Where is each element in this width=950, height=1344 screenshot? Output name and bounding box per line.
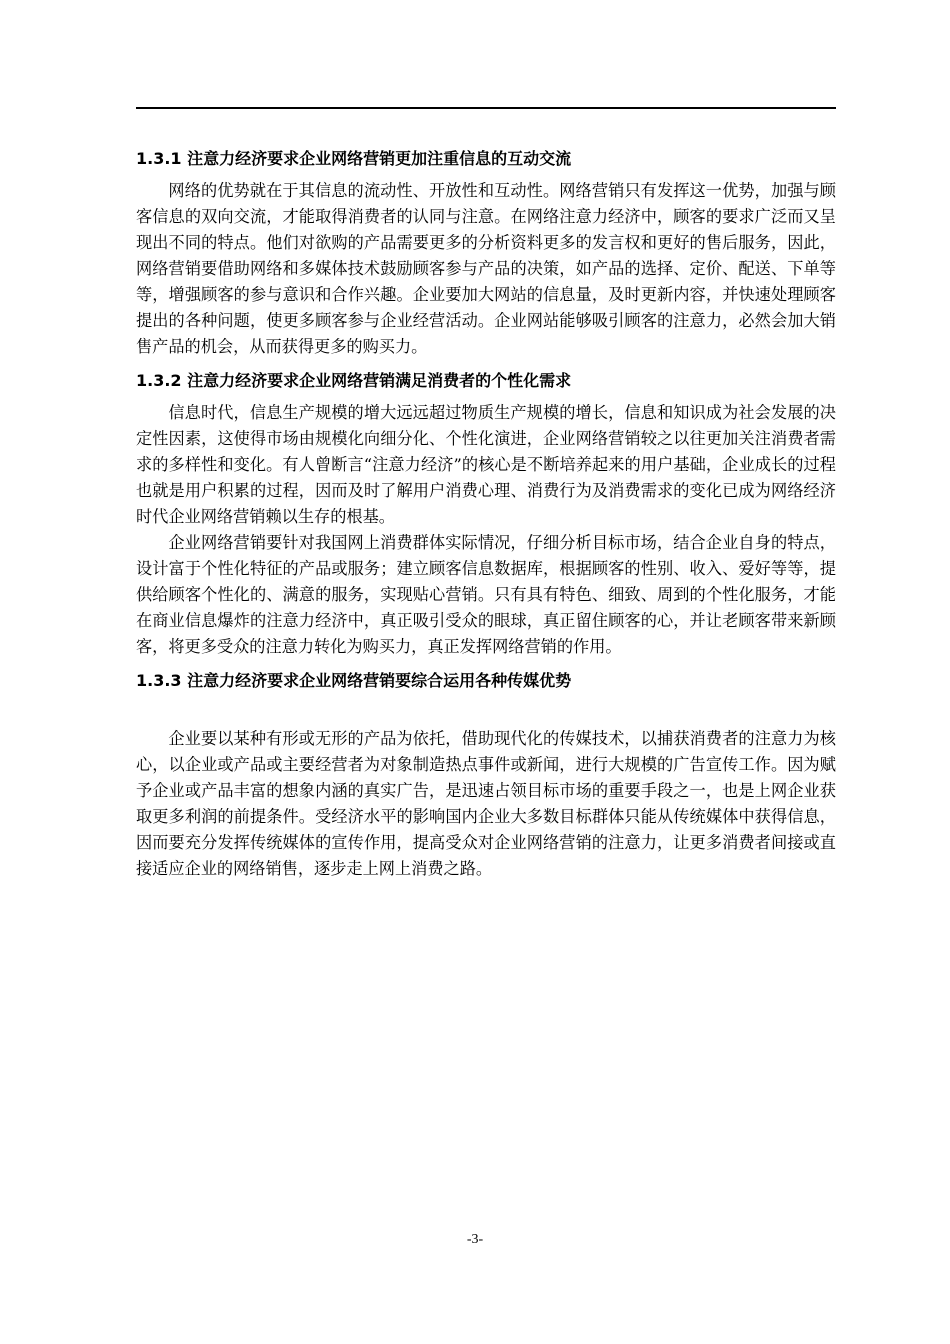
- section-1-3-2-paragraph-1: 信息时代，信息生产规模的增大远远超过物质生产规模的增长，信息和知识成为社会发展的决定性因素，这使得市场由规模化向细分化、个性化演进，企业网络营销较之以往更加关注消费者需求的多样性和变化。有人曾断言“注意力经济”的核心是不断培养起来的用户基础，企业成长的过程也就是用户积累的过程，因而及时了解用户消费心理、消费行为及消费需求的变化已成为网络经济时代企业网络营销赖以生存的根基。: [136, 403, 836, 526]
- blank-line: [136, 700, 836, 726]
- page-number: -3-: [466, 1232, 484, 1247]
- section-1-3-3-paragraph: 企业要以某种有形或无形的产品为依托，借助现代化的传媒技术，以捕获消费者的注意力为核心，以企业或产品或主要经营者为对象制造热点事件或新闻，进行大规模的广告宣传工作。因为赋予企业或产品丰富的想象内涵的真实广告，是迅速占领目标市场的重要手段之一，也是上网企业获取更多利润的前提条件。受经济水平的影响国内企业大多数目标群体只能从传统媒体中获得信息，因而要充分发挥传统媒体的宣传作用，提高受众对企业网络营销的注意力，让更多消费者间接或直接适应企业的网络销售，逐步走上网上消费之路。: [136, 729, 836, 878]
- section-1-3-2-paragraph-2: 企业网络营销要针对我国网上消费群体实际情况，仔细分析目标市场，结合企业自身的特点，设计富于个性化特征的产品或服务；建立顾客信息数据库，根据顾客的性别、收入、爱好等等，提供给顾客个性化的、满意的服务，实现贴心营销。只有具有特色、细致、周到的个性化服务，才能在商业信息爆炸的注意力经济中，真正吸引受众的眼球，真正留住顾客的心，并让老顾客带来新顾客，将更多受众的注意力转化为购买力，真正发挥网络营销的作用。: [136, 533, 836, 656]
- header-rule: [136, 107, 836, 109]
- section-heading-1-3-3: 1.3.3 注意力经济要求企业网络营销要综合运用各种传媒优势: [136, 671, 572, 690]
- section-heading-1-3-2: 1.3.2 注意力经济要求企业网络营销满足消费者的个性化需求: [136, 371, 572, 390]
- page-content: [136, 146, 836, 882]
- section-heading-1-3-1: 1.3.1 注意力经济要求企业网络营销更加注重信息的互动交流: [136, 149, 572, 168]
- section-1-3-1-paragraph: 网络的优势就在于其信息的流动性、开放性和互动性。网络营销只有发挥这一优势，加强与顾客信息的双向交流，才能取得消费者的认同与注意。在网络注意力经济中，顾客的要求广泛而又呈现出不同的特点。他们对欲购的产品需要更多的分析资料更多的发言权和更好的售后服务，因此，网络营销要借助网络和多媒体技术鼓励顾客参与产品的决策，如产品的选择、定价、配送、下单等等，增强顾客的参与意识和合作兴趣。企业要加大网站的信息量，及时更新内容，并快速处理顾客提出的各种问题，使更多顾客参与企业经营活动。企业网站能够吸引顾客的注意力，必然会加大销售产品的机会，从而获得更多的购买力。: [136, 181, 836, 356]
